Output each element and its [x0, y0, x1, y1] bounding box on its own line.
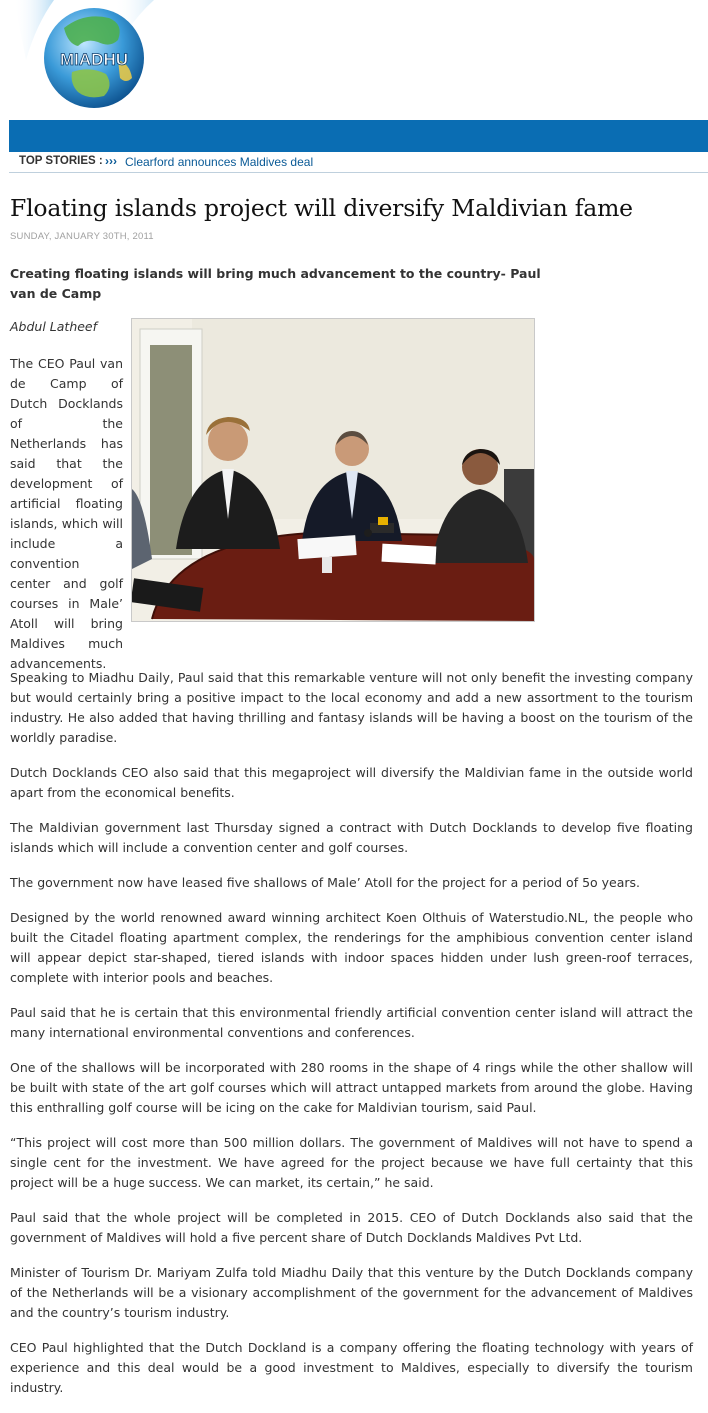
site-logo[interactable] — [14, 0, 174, 112]
top-stories-label: TOP STORIES : — [19, 155, 103, 167]
article-paragraph: Dutch Docklands CEO also said that this megaproject will diversify the Maldivian fame in the outside world apart from the economical benefits. — [10, 765, 693, 800]
article-paragraph: Paul said that he is certain that this environmental friendly artificial convention center island will attract the many international environmental conventions and conferences. — [10, 1005, 693, 1040]
article-lead: Creating floating islands will bring much advancement to the country- Paul van de Camp — [10, 266, 541, 301]
article-paragraph: The Maldivian government last Thursday signed a contract with Dutch Docklands to develop five floating islands which will include a convention center and golf courses. — [10, 820, 693, 855]
article-paragraph: Paul said that the whole project will be completed in 2015. CEO of Dutch Docklands also said that the government of Maldives will hold a five percent share of Dutch Docklands Maldives Pvt Ltd. — [10, 1210, 693, 1245]
top-story-link[interactable]: Clearford announces Maldives deal — [125, 155, 314, 169]
article-author: Abdul Latheef — [10, 319, 98, 334]
article-intro: The CEO Paul van de Camp of Dutch Docklands of the Netherlands has said that the development of artificial floating islands, which will include a convention center and golf courses in Male’ Atoll will bring Maldives much advancements. — [10, 356, 123, 671]
article-title: Floating islands project will diversify Maldivian fame — [10, 194, 633, 222]
logo-text: MIADHU — [60, 50, 128, 69]
article-body — [10, 668, 693, 1413]
article-date: SUNDAY, JANUARY 30TH, 2011 — [10, 231, 154, 242]
article-paragraph: Speaking to Miadhu Daily, Paul said that this remarkable venture will not only benefit the investing company but would certainly bring a positive impact to the local economy and add a new assortment to the tourism industry. He also added that having thrilling and fantasy islands will be having a boost on the tourism of the worldly paradise. — [10, 670, 693, 745]
article-paragraph: The government now have leased five shallows of Male’ Atoll for the project for a period of 5o years. — [10, 875, 641, 890]
signing-photo — [131, 318, 535, 622]
article-paragraph: “This project will cost more than 500 million dollars. The government of Maldives will not have to spend a single cent for the investment. We have agreed for the project because we have full certainty that this project will be a huge success. We can market, its certain,” he said. — [10, 1135, 693, 1190]
top-stories-bar — [9, 153, 708, 173]
article-paragraph: Designed by the world renowned award winning architect Koen Olthuis of Waterstudio.NL, the people who built the Citadel floating apartment complex, the renderings for the amphibious convention center island will appear depict star-shaped, tiered islands with indoor spaces hidden under lush green-roof terraces, complete with interior pools and beaches. — [10, 910, 693, 985]
article-paragraph: One of the shallows will be incorporated with 280 rooms in the shape of 4 rings while the other shallow will be built with state of the art golf courses which will attract untapped markets from around the globe. Having this enthralling golf course will be icing on the cake for Maldivian tourism, said Paul. — [10, 1060, 693, 1115]
article-paragraph: Minister of Tourism Dr. Mariyam Zulfa told Miadhu Daily that this venture by the Dutch Docklands company of the Netherlands will be a visionary accomplishment of the government for the advancement of Maldives and the country’s tourism industry. — [10, 1265, 693, 1320]
globe-logo-icon — [14, 0, 174, 112]
header-band — [9, 120, 708, 152]
chevron-right-icon: ››› — [105, 154, 117, 168]
article-paragraph: CEO Paul highlighted that the Dutch Dockland is a company offering the floating technology with years of experience and this deal would be a good investment to Maldives, especially to diversify the tourism industry. — [10, 1340, 693, 1395]
